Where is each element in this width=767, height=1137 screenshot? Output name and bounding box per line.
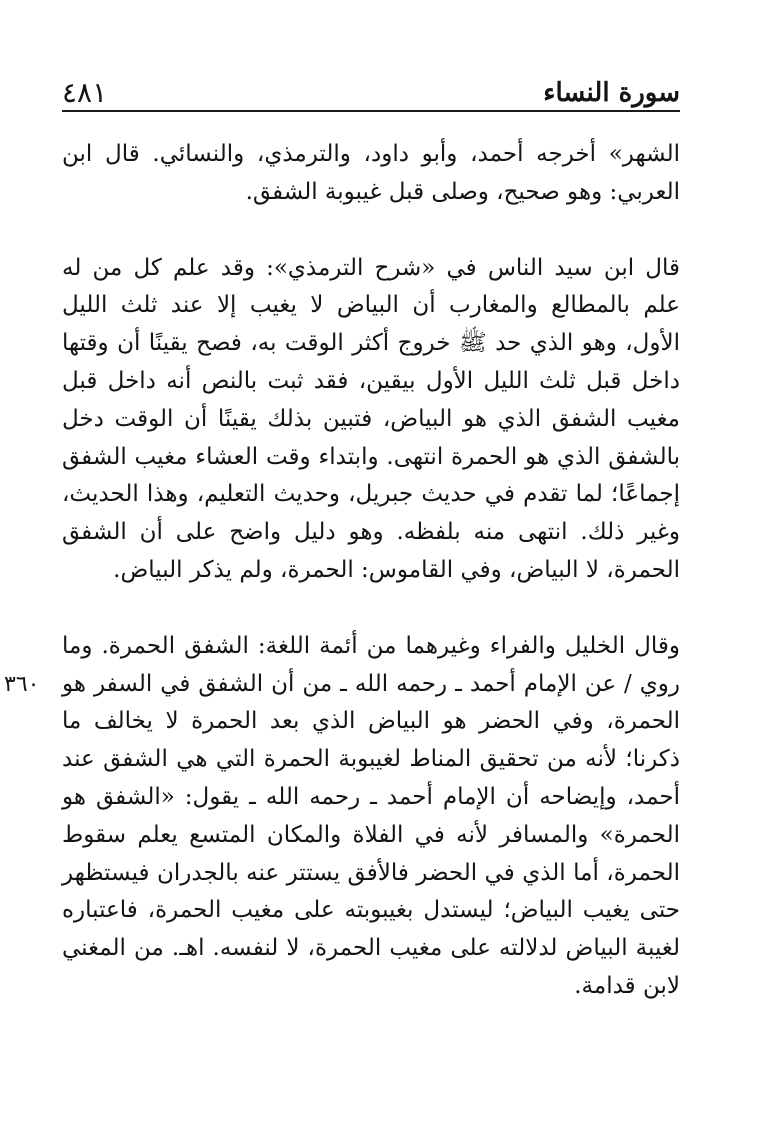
paragraph-1: الشهر» أخرجه أحمد، وأبو داود، والترمذي، والنسائي. قال ابن العربي: وهو صحيح، وصلى قبل غيبوبة الشفق. [62,141,680,205]
running-header [62,72,680,112]
page-body [62,136,680,1006]
page-number: ٤٨١ [62,76,108,109]
paragraph-2: قال ابن سيد الناس في «شرح الترمذي»: وقد علم كل من له علم بالمطالع والمغارب أن البياض لا يغيب إلا عند ثلث الليل الأول، وهو الذي حد ﷺ خروج أكثر الوقت به، فصح يقينًا أن وقتها داخل قبل ثلث الليل الأول بيقين، فقد ثبت بالنص أنه داخل قبل مغيب الشفق الذي هو البياض، فتبين بذلك يقينًا أن الوقت دخل بالشفق الذي هو الحمرة انتهى. وابتداء وقت العشاء مغيب الشفق إجماعًا؛ لما تقدم في حديث جبريل، وحديث التعليم، وهذا الحديث، وغير ذلك. انتهى منه بلفظه. وهو دليل واضح على أن الشفق الحمرة، لا البياض، وفي القاموس: الحمرة، ولم يذكر البياض. [62,254,680,583]
margin-page-marker: ٣٦٠ [4,672,40,697]
surah-title: سورة النساء [543,78,680,108]
paragraph-3: وقال الخليل والفراء وغيرهما من أئمة اللغة: الشفق الحمرة. وما روي / عن الإمام أحمد ـ رحمه الله ـ من أن الشفق في السفر هو الحمرة، وفي الحضر هو البياض الذي بعد الحمرة لا يخالف ما ذكرنا؛ لأنه من تحقيق المناط لغيبوبة الحمرة التي هي الشفق عند أحمد، وإيضاحه أن الإمام أحمد ـ رحمه الله ـ يقول: «الشفق هو الحمرة» والمسافر لأنه في الفلاة والمكان المتسع يعلم سقوط الحمرة، أما الذي في الحضر فالأفق يستتر عنه بالجدران فيستظهر حتى يغيب البياض؛ ليستدل بغيبوبته على مغيب الحمرة، فاعتباره لغيبة البياض لدلالته على مغيب الحمرة، لا لنفسه. اهـ. من المغني لابن قدامة. [62,632,680,999]
